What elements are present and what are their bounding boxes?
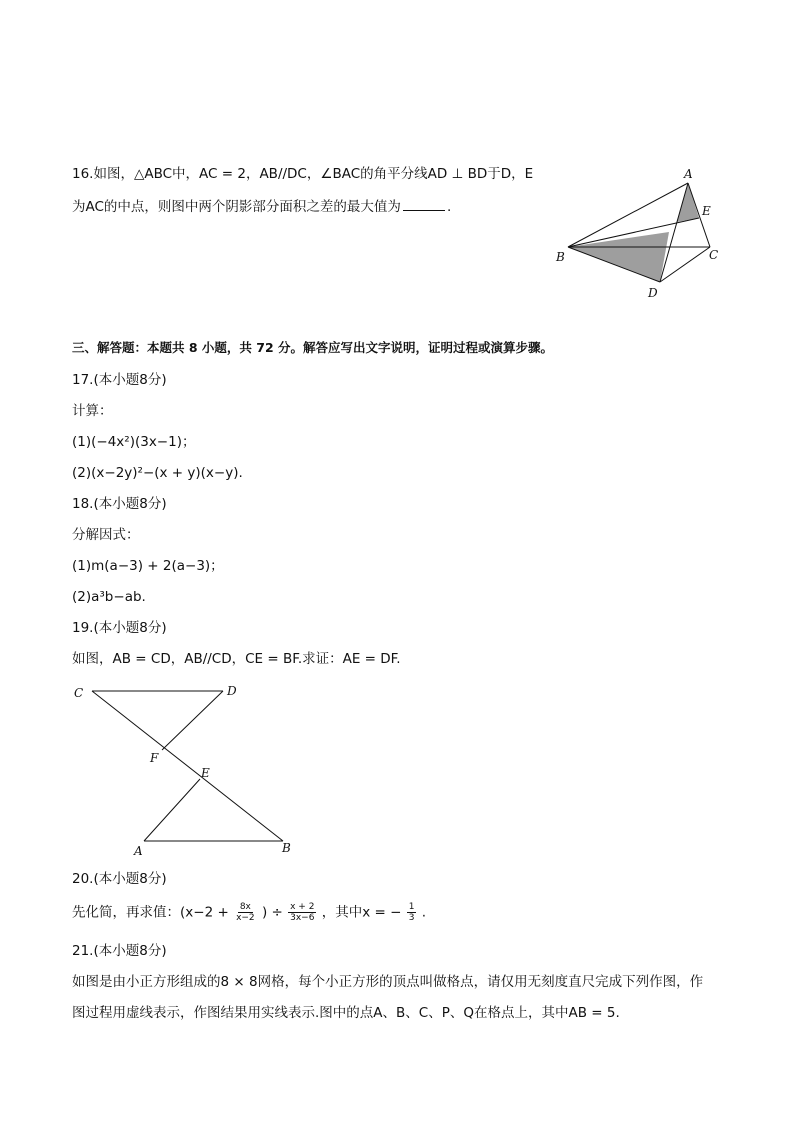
q18-item2: (2)a³b−ab. xyxy=(72,589,146,605)
segment-cb xyxy=(92,691,283,841)
q16-line2 xyxy=(72,197,451,217)
q16-line1: 16.如图，△ABC中，AC = 2，AB//DC，∠BAC的角平分线AD ⊥ BD于D，E xyxy=(72,166,534,182)
q17-item2: (2)(x−2y)²−(x + y)(x−y). xyxy=(72,465,243,481)
label-f: F xyxy=(150,751,159,765)
q20-end: . xyxy=(421,904,427,921)
segment-df xyxy=(162,691,223,750)
label-a: A xyxy=(684,167,693,181)
frac-denominator: x−2 xyxy=(236,913,255,923)
shaded-region-left xyxy=(568,232,669,282)
label-d: D xyxy=(227,684,237,698)
segment-dc xyxy=(660,247,710,282)
q20-prefix: 先化简，再求值：(x−2 + xyxy=(72,904,229,921)
q20-condition: ，其中x = − xyxy=(321,904,402,921)
label-d: D xyxy=(648,286,658,300)
frac-numerator: x + 2 xyxy=(290,902,315,912)
q18-item1: (1)m(a−3) + 2(a−3)； xyxy=(72,558,224,574)
q17-item1: (1)(−4x²)(3x−1)； xyxy=(72,434,196,450)
fraction-x2-over-3x6 xyxy=(288,902,316,923)
frac-denominator: 3 xyxy=(408,913,415,923)
q21-line2: 图过程用虚线表示，作图结果用实线表示.图中的点A、B、C、P、Q在格点上，其中AB = 5. xyxy=(72,1005,620,1021)
label-a: A xyxy=(134,844,143,858)
label-c: C xyxy=(709,248,719,262)
q16-figure xyxy=(550,165,730,305)
q16-line2-end: . xyxy=(446,199,452,215)
q17-title: 17.(本小题8分) xyxy=(72,372,167,388)
segment-ab xyxy=(568,183,688,247)
q20-expression xyxy=(72,902,426,923)
section-heading: 三、解答题：本题共 8 小题，共 72 分。解答应写出文字说明，证明过程或演算步骤。 xyxy=(72,340,554,355)
q19-title: 19.(本小题8分) xyxy=(72,620,167,636)
q18-title: 18.(本小题8分) xyxy=(72,496,167,512)
q17-prompt: 计算： xyxy=(72,403,113,419)
q19-figure xyxy=(65,680,305,860)
label-e: E xyxy=(201,766,210,780)
label-b: B xyxy=(282,841,291,855)
shaded-region-right xyxy=(677,183,699,222)
frac-numerator: 1 xyxy=(408,902,415,912)
q20-title: 20.(本小题8分) xyxy=(72,871,167,887)
q19-statement: 如图，AB = CD，AB//CD，CE = BF.求证：AE = DF. xyxy=(72,651,401,667)
q20-divide: ) ÷ xyxy=(261,904,283,921)
q21-title: 21.(本小题8分) xyxy=(72,943,167,959)
answer-blank xyxy=(403,198,445,211)
fraction-one-third xyxy=(407,902,417,923)
q18-prompt: 分解因式： xyxy=(72,527,140,543)
fraction-8x-over-x-2 xyxy=(234,902,257,923)
q16-line2-text: 为AC的中点，则图中两个阴影部分面积之差的最大值为 xyxy=(72,199,401,215)
segment-ad xyxy=(660,183,688,282)
frac-numerator: 8x xyxy=(239,902,251,912)
label-c: C xyxy=(74,686,84,700)
label-e: E xyxy=(702,204,711,218)
segment-ae xyxy=(144,779,200,841)
frac-denominator: 3x−6 xyxy=(290,913,315,923)
q21-line1: 如图是由小正方形组成的8 × 8网格，每个小正方形的顶点叫做格点，请仅用无刻度直尺完成下列作图，作 xyxy=(72,974,704,990)
label-b: B xyxy=(556,250,565,264)
